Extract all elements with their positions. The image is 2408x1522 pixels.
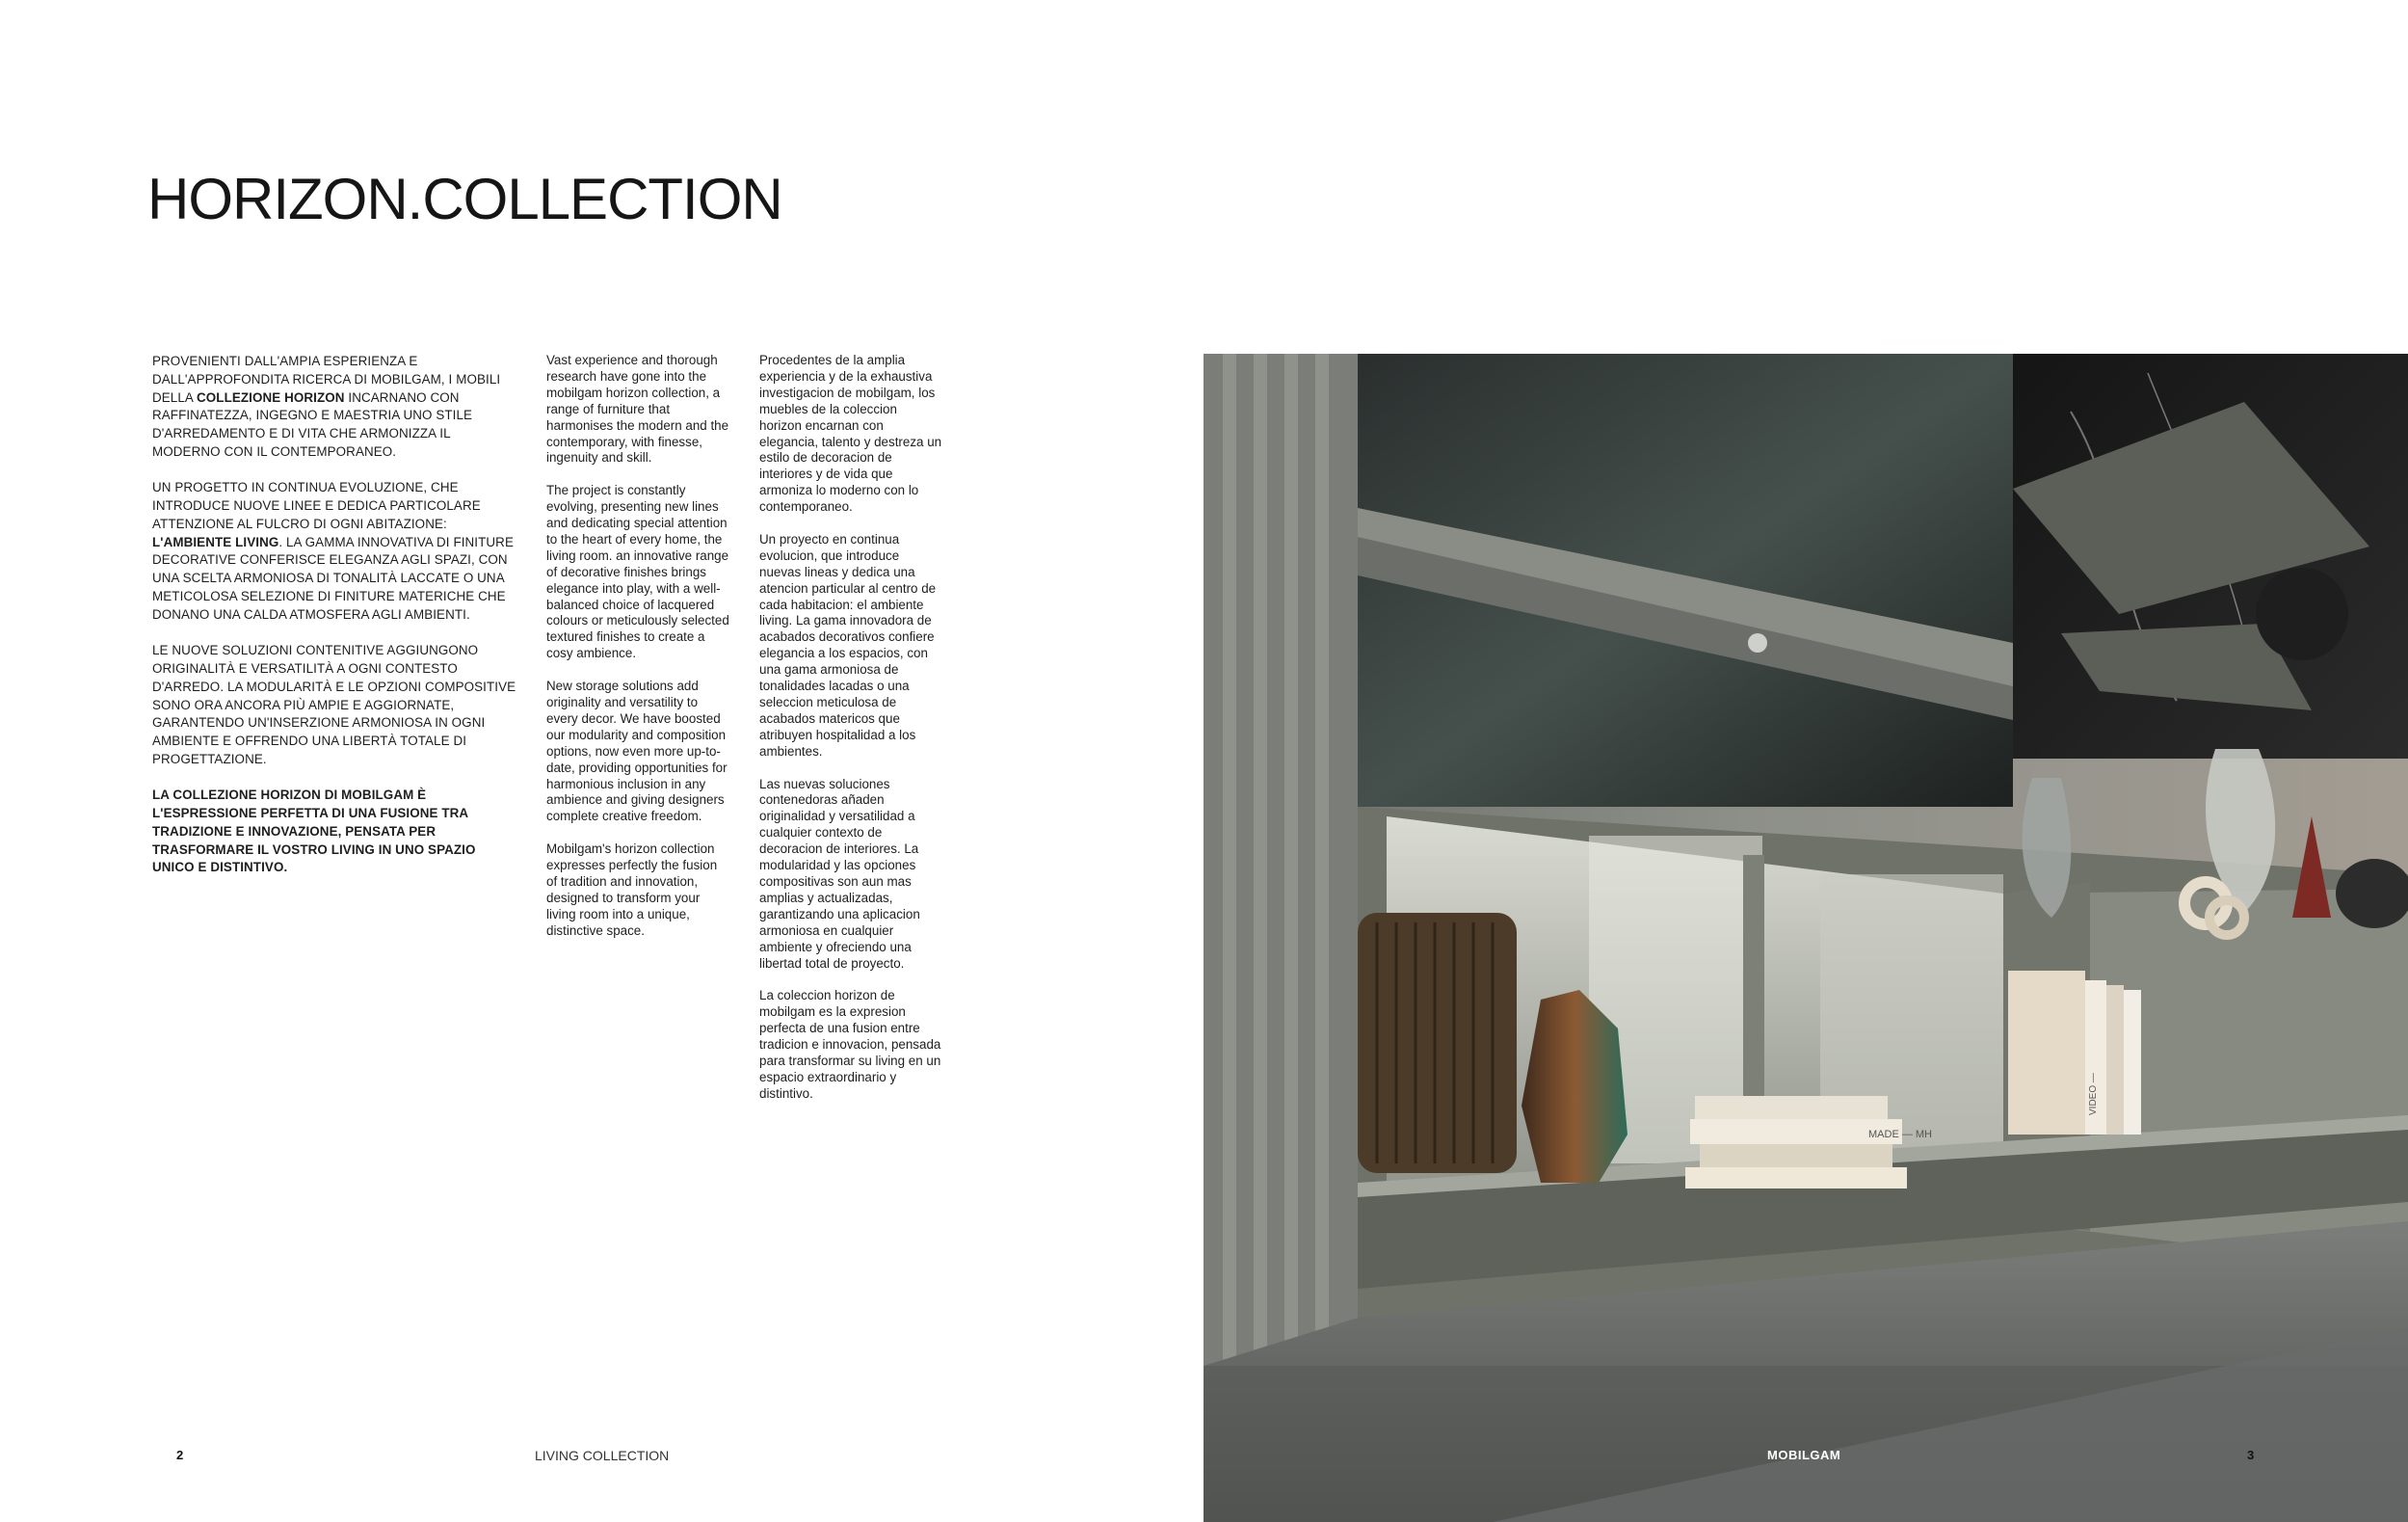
book-spine-1: MADE — MH [1868, 1129, 1932, 1140]
book-spine-2: VIDEO — [2088, 1073, 2099, 1115]
spanish-paragraph-1: Procedentes de la amplia experiencia y de la exhaustiva investigacion de mobilgam, los muebles de la coleccion horizon encarnan con elegancia, talento y destreza un estilo de decoracion de interiores y de vida que armoniza lo moderno con lo contemporaneo. [759, 353, 942, 515]
italian-paragraph-1: PROVENIENTI DALL'AMPIA ESPERIENZA E DALL'APPROFONDITA RICERCA DI MOBILGAM, I MOBILI DELLA COLLEZIONE HORIZON INCARNANO CON RAFFINATEZZA, INGEGNO E MAESTRIA UNO STILE D'ARREDAMENTO E DI VITA CHE ARMONIZZA IL MODERNO CON IL CONTEMPORANEO. [152, 354, 501, 459]
spanish-paragraph-3: Las nuevas soluciones contenedoras añaden originalidad y versatilidad a cualquier contexto de decoracion de interiores. La modularidad y las opciones compositivas son aun mas amplias y actualizadas, garantizando una aplicacion armoniosa en cualquier ambiente y ofreciendo una libertad total de proyecto. [759, 776, 920, 971]
italian-text-column [152, 353, 516, 895]
english-paragraph-4: Mobilgam's horizon collection expresses perfectly the fusion of tradition and innovation, designed to transform your living room into a unique, distinctive space. [546, 841, 718, 938]
english-paragraph-1: Vast experience and thorough research have gone into the mobilgam horizon collection, a range of furniture that harmonises the modern and the contemporary, with finesse, ingenuity and skill. [546, 353, 729, 466]
brand-label: MOBILGAM [1767, 1448, 1841, 1462]
spanish-text-column [759, 353, 942, 1119]
spanish-paragraph-2: Un proyecto en continua evolucion, que introduce nuevas lineas y dedica una atencion particular al centro de cada habitacion: el ambiente living. La gama innovadora de acabados decorativos confiere elegancia a los espacios, con una gama armoniosa de tonalidades lacadas o una seleccion meticulosa de acabados matericos que atribuyen hospitalidad a los ambientes. [759, 531, 937, 759]
spanish-paragraph-4: La coleccion horizon de mobilgam es la expresion perfecta de una fusion entre tradicion e innovacion, pensada para transformar su living en un espacio extraordinario y distintivo. [759, 988, 941, 1101]
italian-paragraph-2: UN PROGETTO IN CONTINUA EVOLUZIONE, CHE INTRODUCE NUOVE LINEE E DEDICA PARTICOLARE ATTENZIONE AL FULCRO DI OGNI ABITAZIONE: L'AMBIENTE LIVING. LA GAMMA INNOVATIVA DI FINITURE DECORATIVE CONFERISCE ELEGANZA AGLI SPAZI, CON UNA SCELTA ARMONIOSA DI TONALITÀ LACCATE O UNA METICOLOSA SELEZIONE DI FINITURE MATERICHE CHE DONANO UNA CALDA ATMOSFERA AGLI AMBIENTI. [152, 480, 514, 622]
section-label: LIVING COLLECTION [535, 1448, 670, 1463]
english-paragraph-2: The project is constantly evolving, presenting new lines and dedicating special attention to the heart of every home, the living room. an innovative range of decorative finishes brings elegance into play, with a well-balanced choice of lacquered colours or meticulously selected textured finishes to create a cosy ambience. [546, 483, 729, 661]
page-number-left: 2 [176, 1448, 184, 1462]
english-text-column [546, 353, 729, 955]
living-room-photo [1204, 354, 2408, 1522]
english-paragraph-3: New storage solutions add originality and versatility to every decor. We have boosted our modularity and composition options, now even more up-to-date, providing opportunities for harmonious inclusion in any ambience and giving designers complete creative freedom. [546, 679, 728, 824]
page-title: HORIZON.COLLECTION [147, 167, 782, 231]
italian-paragraph-3: LE NUOVE SOLUZIONI CONTENITIVE AGGIUNGONO ORIGINALITÀ E VERSATILITÀ A OGNI CONTESTO D'ARREDO. LA MODULARITÀ E LE OPZIONI COMPOSITIVE SONO ORA ANCORA PIÙ AMPIE E AGGIORNATE, GARANTENDO UN'INSERZIONE ARMONIOSA IN OGNI AMBIENTE E OFFRENDO UNA LIBERTÀ TOTALE DI PROGETTAZIONE. [152, 643, 516, 766]
italian-paragraph-4: LA COLLEZIONE HORIZON DI MOBILGAM È L'ESPRESSIONE PERFETTA DI UNA FUSIONE TRA TRADIZIONE E INNOVAZIONE, PENSATA PER TRASFORMARE IL VOSTRO LIVING IN UNO SPAZIO UNICO E DISTINTIVO. [152, 788, 476, 875]
page-number-right: 3 [2247, 1448, 2255, 1462]
